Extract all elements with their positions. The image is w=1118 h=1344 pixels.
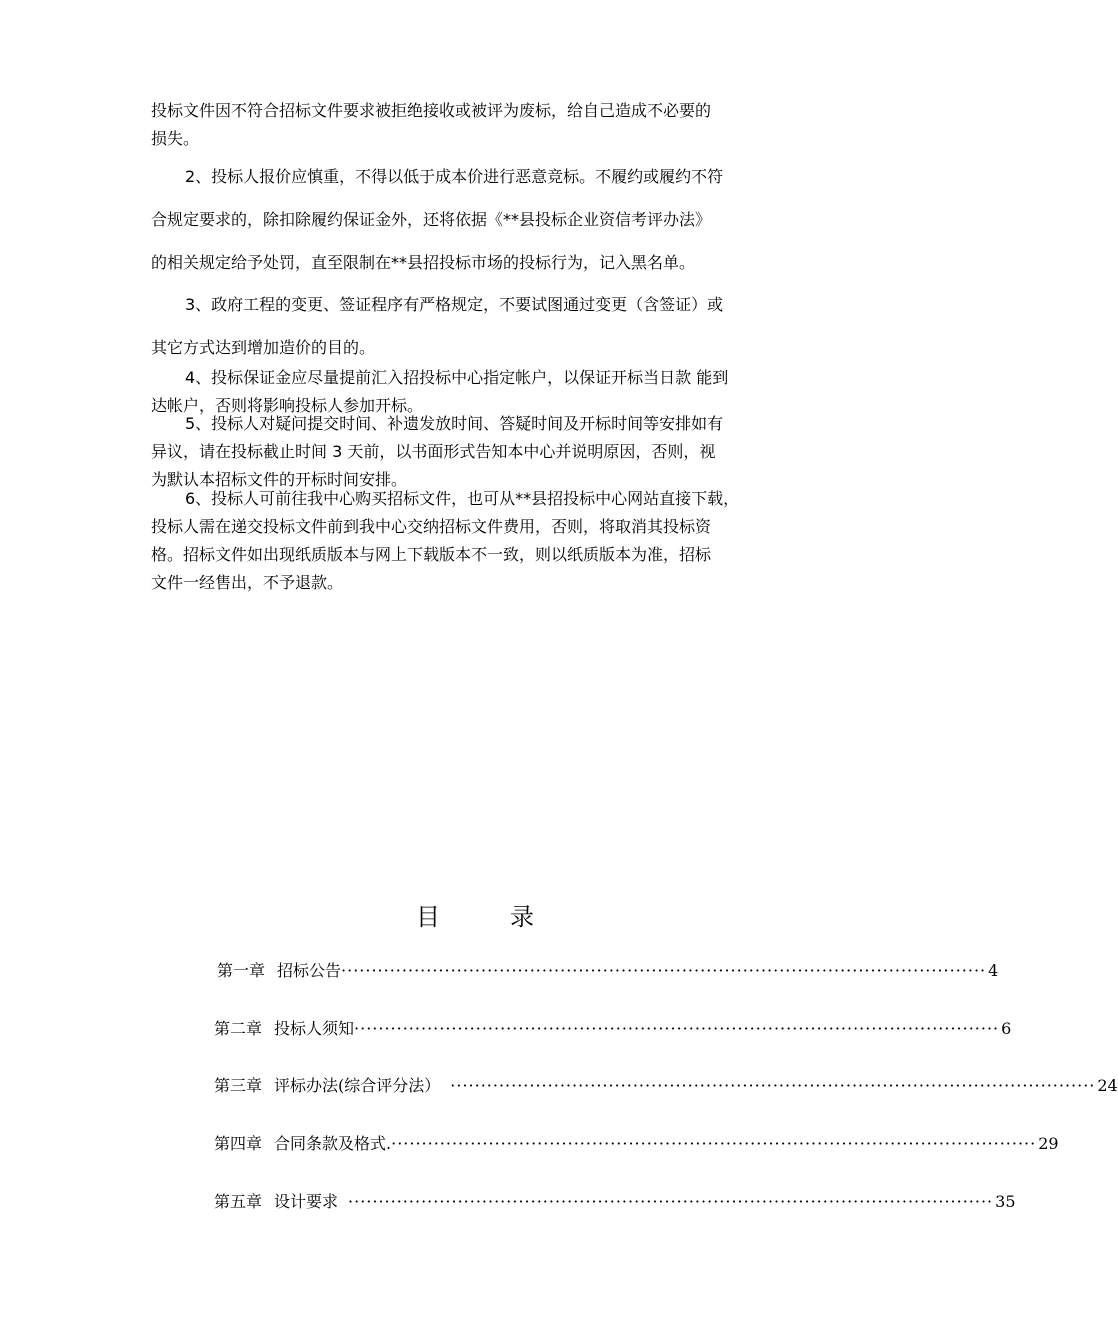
text-line: 3、政府工程的变更、签证程序有严格规定，不要试图通过变更（含签证）或	[185, 295, 724, 314]
text-line: 6、投标人可前往我中心购买招标文件，也可从**县招投标中心网站直接下载，	[185, 489, 740, 508]
toc-dot-leader: ··········································································································	[450, 1076, 1096, 1095]
text-line: 5、投标人对疑问提交时间、补遗发放时间、答疑时间及开标时间等安排如有	[185, 414, 724, 433]
paragraph-continuation	[151, 97, 833, 153]
toc-dot-leader: ··········································································································	[341, 961, 987, 980]
toc-dot-leader: ··········································································································	[391, 1134, 1037, 1153]
text-line: 合规定要求的，除扣除履约保证金外，还将依据《**县投标企业资信考评办法》	[151, 210, 712, 229]
toc-chapter-title: 评标办法(综合评分法）	[274, 1076, 441, 1095]
paragraph-item-6	[151, 485, 833, 597]
text-line: 4、投标保证金应尽量提前汇入招投标中心指定帐户，以保证开标当日款 能到	[185, 368, 729, 387]
text-line: 异议，请在投标截止时间 3 天前，以书面形式告知本中心并说明原因，否则，视	[151, 442, 716, 461]
text-line: 损失。	[151, 129, 200, 148]
text-line: 为默认本招标文件的开标时间安排。	[151, 470, 408, 489]
toc-chapter-title: 投标人须知	[274, 1019, 355, 1038]
text-line: 文件一经售出，不予退款。	[151, 573, 344, 592]
toc-chapter-number: 第二章	[214, 1019, 263, 1038]
text-line: 2、投标人报价应慎重，不得以低于成本价进行恶意竞标。不履约或履约不符	[185, 167, 724, 186]
toc-page-number: 35	[995, 1192, 1016, 1211]
toc-chapter-title: 招标公告	[277, 961, 342, 980]
text-line: 的相关规定给予处罚，直至限制在**县招投标市场的投标行为，记入黑名单。	[151, 253, 696, 272]
text-line: 达帐户，否则将影响投标人参加开标。	[151, 396, 424, 415]
text-line: 其它方式达到增加造价的目的。	[151, 338, 376, 357]
toc-entry[interactable]	[214, 1074, 1118, 1098]
paragraph-item-2	[151, 163, 833, 277]
text-line: 投标文件因不符合招标文件要求被拒绝接收或被评为废标，给自己造成不必要的	[151, 101, 712, 120]
toc-entry[interactable]	[214, 1017, 1012, 1041]
toc-title-char-1: 目	[416, 903, 440, 931]
toc-chapter-title: 设计要求	[274, 1192, 339, 1211]
paragraph-item-5	[151, 410, 833, 494]
toc-page-number: 29	[1038, 1134, 1059, 1153]
toc-entry[interactable]	[214, 1132, 1059, 1156]
toc-page-number: 6	[1001, 1019, 1012, 1038]
toc-chapter-number: 第三章	[214, 1076, 263, 1095]
text-line: 投标人需在递交投标文件前到我中心交纳招标文件费用，否则，将取消其投标资	[151, 517, 712, 536]
toc-entry[interactable]	[214, 1190, 1016, 1214]
toc-chapter-number: 第四章	[214, 1134, 263, 1153]
text-line: 格。招标文件如出现纸质版本与网上下载版本不一致，则以纸质版本为准，招标	[151, 545, 712, 564]
toc-chapter-title: 合同条款及格式.	[274, 1134, 392, 1153]
toc-entry[interactable]	[217, 959, 999, 983]
toc-dot-leader: ··········································································································	[348, 1192, 994, 1211]
toc-page-number: 24	[1097, 1076, 1118, 1095]
toc-chapter-number: 第一章	[217, 961, 266, 980]
paragraph-item-3	[151, 291, 833, 362]
toc-chapter-number: 第五章	[214, 1192, 263, 1211]
toc-title-char-2: 录	[510, 903, 534, 931]
toc-dot-leader: ··········································································································	[354, 1019, 1000, 1038]
toc-page-number: 4	[988, 961, 999, 980]
toc-title	[0, 897, 950, 932]
